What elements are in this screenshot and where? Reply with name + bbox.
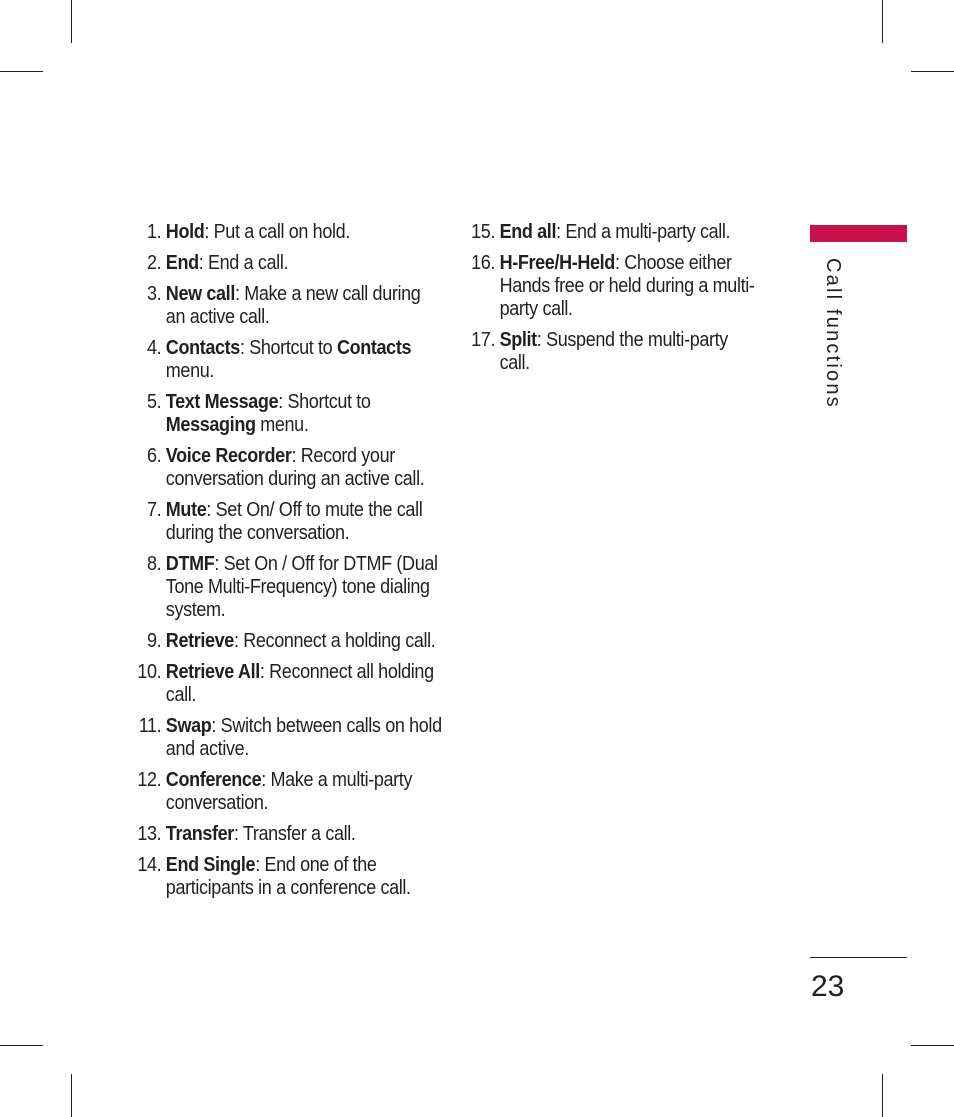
item-number: 14. — [137, 854, 162, 876]
item-number: 13. — [137, 823, 162, 845]
item-description-tail: menu. — [255, 414, 309, 436]
section-tab-bar — [810, 225, 907, 242]
item-number: 12. — [137, 769, 162, 791]
item-number: 5. — [146, 391, 162, 413]
item-term: Swap — [165, 715, 212, 737]
list-item: 7. Mute: Set On/ Off to mute the call during the conversation. — [137, 499, 443, 545]
item-description: Reconnect all holding call. — [165, 661, 434, 706]
list-item: 10. Retrieve All: Reconnect all holding call. — [137, 661, 434, 706]
item-term: Contacts — [165, 337, 240, 359]
item-description: Suspend the multi-party call. — [499, 329, 728, 374]
list-item: 9. Retrieve: Reconnect a holding call. — [137, 630, 443, 653]
item-description: Choose either Hands free or held during a multi-party call. — [499, 252, 755, 320]
item-description: Put a call on hold. — [213, 221, 350, 243]
item-term-secondary: Messaging — [165, 414, 256, 436]
list-item: 1. Hold: Put a call on hold. — [137, 221, 443, 244]
list-item: 6. Voice Recorder: Record your conversation during an active call. — [137, 445, 443, 491]
item-number: 2. — [146, 252, 162, 274]
list-item: 16. H-Free/H-Held: Choose either Hands free or held during a multi-party call. — [469, 252, 762, 321]
crop-mark-bottom-right-vertical — [882, 1074, 883, 1117]
item-term: Retrieve All — [165, 661, 260, 683]
crop-mark-top-right-horizontal — [911, 71, 954, 72]
list-item: 14. End Single: End one of the participants in a conference call. — [137, 854, 411, 899]
list-item: 17. Split: Suspend the multi-party call. — [469, 329, 762, 375]
item-term: New call — [165, 283, 235, 305]
item-description: Set On/ Off to mute the call during the conversation. — [165, 499, 423, 544]
item-description: Transfer a call. — [242, 823, 356, 845]
item-description: End a call. — [208, 252, 289, 274]
item-description: Set On / Off for DTMF (Dual Tone Multi-Frequency) tone dialing system. — [165, 553, 438, 621]
item-number: 16. — [471, 252, 496, 274]
crop-mark-bottom-left-horizontal — [0, 1045, 43, 1046]
item-description: End a multi-party call. — [565, 221, 731, 243]
item-number: 3. — [146, 283, 162, 305]
page-number-rule — [810, 957, 907, 958]
item-term: H-Free/H-Held — [499, 252, 615, 274]
item-description: Make a new call during an active call. — [165, 283, 421, 328]
crop-mark-bottom-right-horizontal — [911, 1045, 954, 1046]
item-description: Switch between calls on hold and active. — [165, 715, 442, 760]
item-number: 15. — [471, 221, 496, 243]
list-item: 3. New call: Make a new call during an active call. — [137, 283, 443, 329]
crop-mark-top-right-vertical — [882, 0, 883, 43]
item-description: Shortcut to — [249, 337, 337, 359]
crop-mark-top-left-vertical — [71, 0, 72, 43]
section-label: Call functions — [822, 258, 844, 409]
item-description-tail: menu. — [165, 360, 215, 382]
item-number: 11. — [138, 715, 162, 737]
list-item: 15. End all: End a multi-party call. — [469, 221, 762, 244]
item-term: Mute — [165, 499, 207, 521]
list-item: 12. Conference: Make a multi-party conversation. — [137, 769, 413, 814]
item-number: 17. — [471, 329, 496, 351]
item-number: 4. — [146, 337, 162, 359]
item-term: Text Message — [165, 391, 279, 413]
item-term: Hold — [165, 221, 205, 243]
item-description: Make a multi-party conversation. — [165, 769, 413, 814]
list-item: 2. End: End a call. — [137, 252, 443, 275]
item-number: 1. — [146, 221, 162, 243]
item-term-secondary: Contacts — [336, 337, 412, 359]
item-term: Retrieve — [165, 630, 234, 652]
item-description: Record your conversation during an active call. — [165, 445, 425, 490]
item-number: 9. — [146, 630, 162, 652]
item-term: End Single — [165, 854, 256, 876]
list-item: 4. Contacts: Shortcut to Contacts menu. — [137, 337, 443, 383]
item-term: End — [165, 252, 199, 274]
item-description: Shortcut to — [287, 391, 371, 413]
list-item: 13. Transfer: Transfer a call. — [137, 823, 356, 845]
item-number: 6. — [146, 445, 162, 467]
item-term: End all — [499, 221, 557, 243]
item-description: Reconnect a holding call. — [243, 630, 436, 652]
item-term: Conference — [165, 769, 262, 791]
item-term: Transfer — [165, 823, 234, 845]
item-number: 7. — [146, 499, 162, 521]
list-item: 5. Text Message: Shortcut to Messaging menu. — [137, 391, 443, 437]
item-term: Voice Recorder — [165, 445, 292, 467]
item-term: Split — [499, 329, 537, 351]
item-term: DTMF — [165, 553, 215, 575]
crop-mark-top-left-horizontal — [0, 71, 43, 72]
option-list-left — [137, 221, 443, 908]
item-number: 8. — [146, 553, 162, 575]
list-item: 11. Swap: Switch between calls on hold and active. — [138, 715, 442, 760]
option-list-right — [469, 221, 762, 383]
item-description: End one of the participants in a conference call. — [165, 854, 411, 899]
item-number: 10. — [137, 661, 162, 683]
list-item: 8. DTMF: Set On / Off for DTMF (Dual Tone Multi-Frequency) tone dialing system. — [137, 553, 443, 622]
page-number: 23 — [811, 970, 845, 1003]
crop-mark-bottom-left-vertical — [71, 1074, 72, 1117]
